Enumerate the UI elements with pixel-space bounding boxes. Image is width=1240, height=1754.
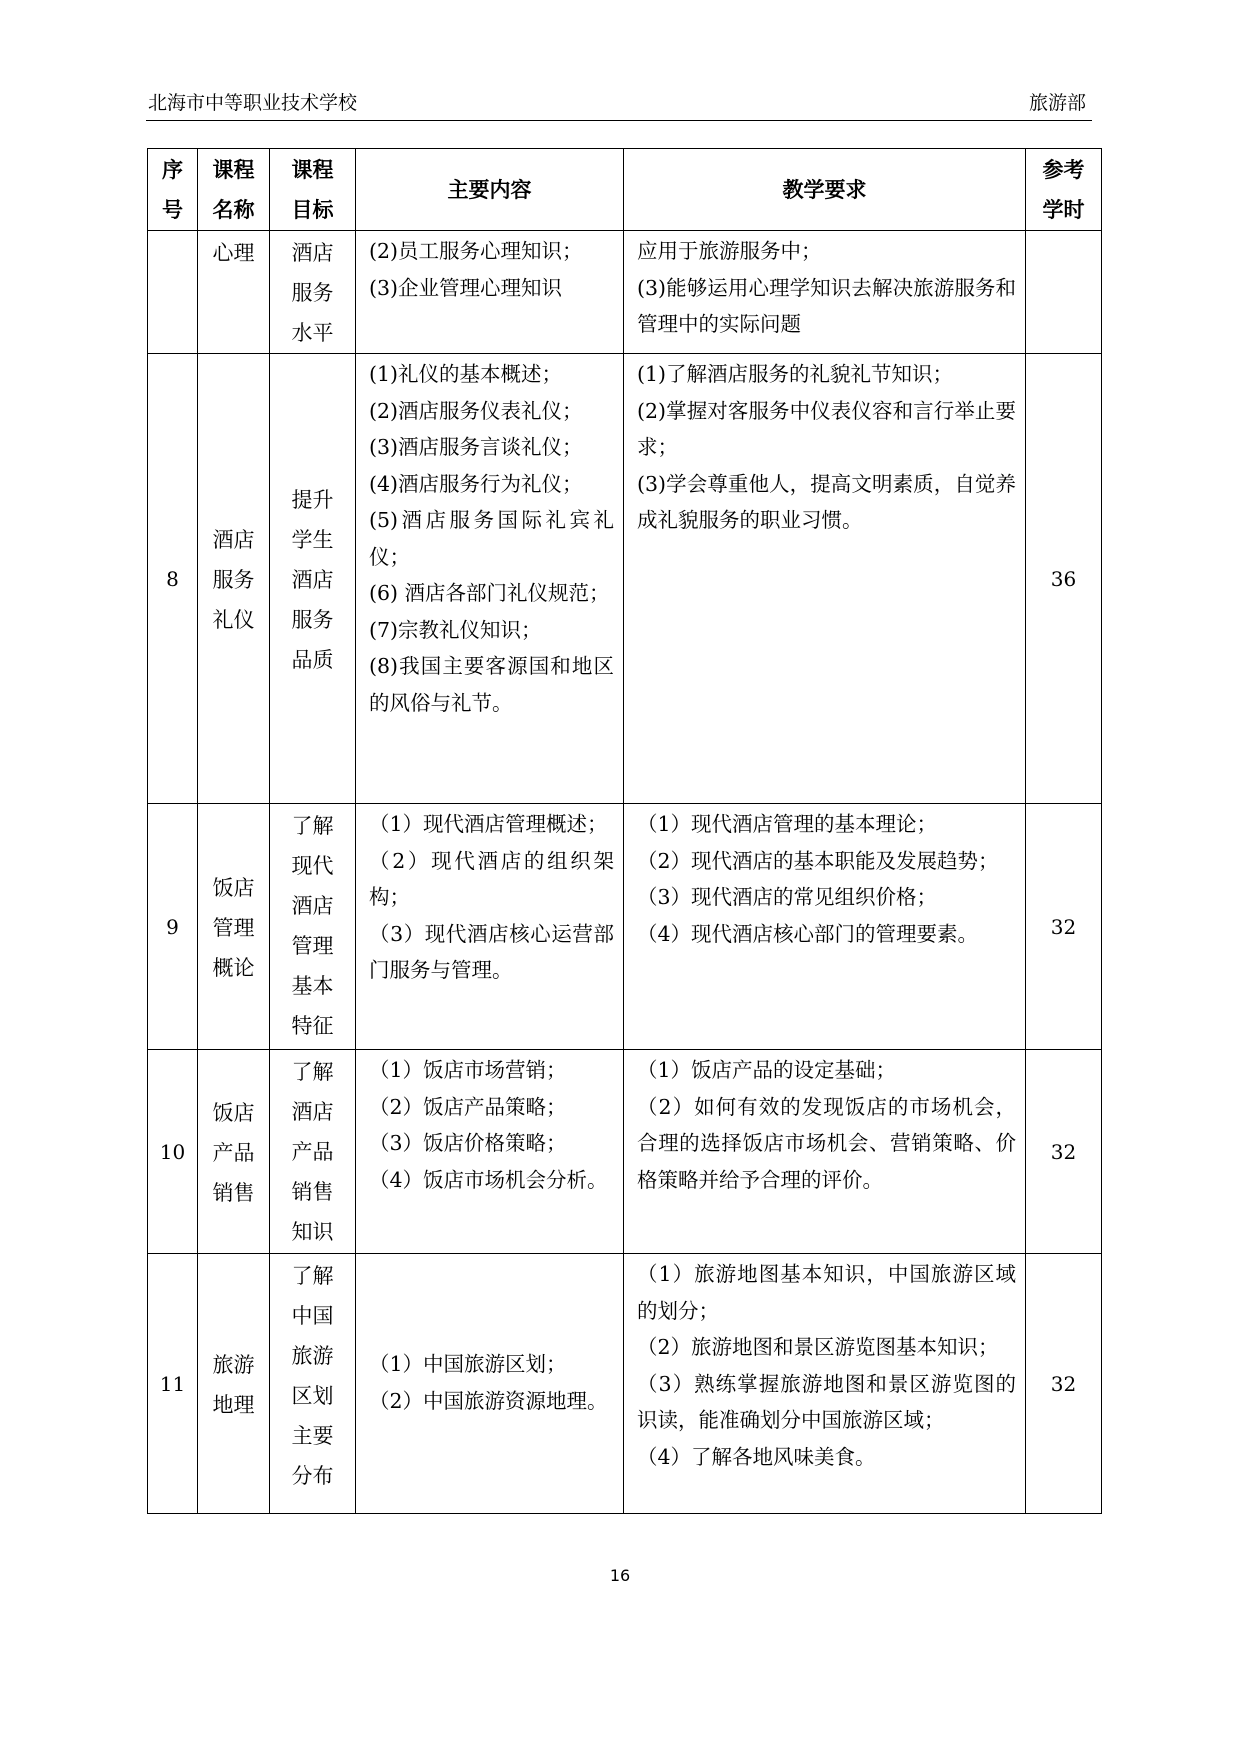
course-goal-line: 销售 — [291, 1180, 334, 1204]
course-goal-line: 了解 — [291, 1264, 334, 1288]
course-name-cell — [198, 1254, 270, 1514]
row-index: 11 — [148, 1254, 198, 1514]
header-hours: 参考 学时 — [1026, 149, 1102, 231]
content-item: (3)酒店服务言谈礼仪； — [369, 435, 583, 459]
course-name-line: 饭店 — [212, 1100, 255, 1125]
requirement-item: （2）现代酒店的基本职能及发展趋势； — [637, 848, 999, 873]
content-item: (2)酒店服务仪表礼仪； — [369, 398, 583, 423]
content-cell — [356, 354, 624, 804]
content-cell — [356, 231, 624, 354]
course-name-line: 销售 — [212, 1180, 255, 1205]
requirements-cell — [624, 231, 1026, 354]
course-goal-line: 提升 — [291, 487, 334, 512]
course-goal-line: 酒店 — [291, 567, 334, 592]
content-cell — [356, 804, 624, 1050]
header-index: 序 号 — [148, 149, 198, 231]
course-goal-line: 产品 — [291, 1140, 334, 1164]
hours-cell — [1026, 231, 1102, 354]
row-index — [148, 231, 198, 354]
content-item: (8)我国主要客源国和地区的风俗与礼节。 — [369, 654, 614, 715]
header-course-goal: 课程 目标 — [270, 149, 356, 231]
requirement-item: (3)能够运用心理学知识去解决旅游服务和管理中的实际问题 — [637, 275, 1016, 336]
hours-cell: 36 — [1026, 354, 1102, 804]
course-name-cell — [198, 804, 270, 1050]
requirement-item: （1）旅游地图基本知识，中国旅游区域的划分； — [637, 1262, 1016, 1323]
requirement-item: （2）旅游地图和景区游览图基本知识； — [637, 1335, 999, 1359]
table-row — [148, 1254, 1102, 1514]
course-goal-cell — [270, 804, 356, 1050]
requirement-item: （3）熟练掌握旅游地图和景区游览图的识读，能准确划分中国旅游区域； — [637, 1371, 1016, 1432]
content-item: (1)礼仪的基本概述； — [369, 362, 563, 386]
course-name-cell — [198, 354, 270, 804]
course-name-line: 产品 — [212, 1140, 255, 1165]
course-name-cell — [198, 231, 270, 354]
requirement-item: (3)学会尊重他人，提高文明素质，自觉养成礼貌服务的职业习惯。 — [637, 471, 1016, 532]
course-goal-line: 服务 — [291, 607, 334, 632]
course-name-line: 地理 — [212, 1392, 255, 1417]
content-item: （3）现代酒店核心运营部门服务与管理。 — [369, 921, 614, 982]
row-index: 10 — [148, 1050, 198, 1254]
content-item: (4)酒店服务行为礼仪； — [369, 471, 583, 496]
course-goal-line: 酒店 — [291, 1100, 334, 1124]
content-item: (7)宗教礼仪知识； — [369, 617, 542, 642]
table-row — [148, 354, 1102, 804]
course-goal-line: 基本 — [291, 974, 334, 998]
content-item: （3）饭店价格策略； — [369, 1131, 567, 1155]
course-goal-cell — [270, 1050, 356, 1254]
course-goal-line: 管理 — [291, 934, 334, 958]
course-name-line: 心理 — [212, 241, 255, 265]
content-item: （2）饭店产品策略； — [369, 1094, 567, 1119]
content-item: (2)员工服务心理知识； — [369, 239, 583, 263]
content-item: （1）饭店市场营销； — [369, 1058, 567, 1082]
course-goal-line: 水平 — [291, 321, 334, 345]
course-name-line: 概论 — [212, 955, 255, 980]
content-item: （2）现代酒店的组织架构； — [369, 848, 614, 909]
requirement-item: （4）现代酒店核心部门的管理要素。 — [637, 921, 979, 946]
requirement-item: （4）了解各地风味美食。 — [637, 1444, 876, 1469]
course-goal-line: 品质 — [291, 647, 334, 672]
content-item: （2）中国旅游资源地理。 — [369, 1388, 608, 1413]
course-goal-cell — [270, 1254, 356, 1514]
course-goal-line: 主要 — [291, 1424, 334, 1448]
header-content: 主要内容 — [356, 149, 624, 231]
course-goal-line: 了解 — [291, 814, 334, 838]
header-course-name: 课程 名称 — [198, 149, 270, 231]
content-cell — [356, 1050, 624, 1254]
course-goal-line: 了解 — [291, 1060, 334, 1084]
requirements-cell — [624, 1050, 1026, 1254]
content-item: (6) 酒店各部门礼仪规范； — [369, 581, 610, 605]
course-goal-line: 区划 — [291, 1384, 334, 1408]
course-goal-line: 酒店 — [291, 894, 334, 918]
content-item: （1）中国旅游区划； — [369, 1352, 567, 1376]
course-table — [147, 148, 1102, 1514]
content-item: （1）现代酒店管理概述； — [369, 812, 608, 836]
course-name-line: 服务 — [212, 567, 255, 592]
hours-cell: 32 — [1026, 1050, 1102, 1254]
row-index: 9 — [148, 804, 198, 1050]
requirement-item: (2)掌握对客服务中仪表仪容和言行举止要求； — [637, 398, 1016, 459]
requirement-item: （3）现代酒店的常见组织价格； — [637, 885, 938, 909]
course-goal-cell — [270, 231, 356, 354]
page-number: 16 — [609, 1566, 631, 1585]
hours-cell: 32 — [1026, 1254, 1102, 1514]
course-goal-line: 知识 — [291, 1220, 334, 1244]
course-name-line: 旅游 — [212, 1352, 255, 1377]
course-name-line: 酒店 — [212, 527, 255, 552]
course-goal-line: 旅游 — [291, 1344, 334, 1368]
course-goal-line: 学生 — [291, 527, 334, 552]
requirement-item: （1）现代酒店管理的基本理论； — [637, 812, 938, 836]
requirements-cell — [624, 354, 1026, 804]
course-goal-cell — [270, 354, 356, 804]
table-row — [148, 231, 1102, 354]
course-goal-line: 现代 — [291, 854, 334, 878]
course-name-line: 礼仪 — [212, 607, 255, 632]
course-goal-line: 服务 — [291, 281, 334, 305]
requirement-item: (1)了解酒店服务的礼貌礼节知识； — [637, 362, 954, 386]
requirements-cell — [624, 1254, 1026, 1514]
requirement-item: （2）如何有效的发现饭店的市场机会，合理的选择饭店市场机会、营销策略、价格策略并给予合理的评价。 — [637, 1094, 1016, 1192]
content-cell — [356, 1254, 624, 1514]
department-name: 旅游部 — [1028, 92, 1086, 114]
course-goal-line: 中国 — [291, 1304, 334, 1328]
course-goal-line: 特征 — [291, 1014, 334, 1038]
content-item: （4）饭店市场机会分析。 — [369, 1167, 608, 1192]
content-item: (3)企业管理心理知识 — [369, 275, 563, 300]
course-name-line: 管理 — [212, 915, 255, 940]
course-name-cell — [198, 1050, 270, 1254]
course-goal-line: 酒店 — [291, 241, 334, 265]
course-goal-line: 分布 — [291, 1464, 334, 1488]
hours-cell: 32 — [1026, 804, 1102, 1050]
course-name-line: 饭店 — [212, 875, 255, 900]
page-header — [146, 84, 1092, 121]
requirement-item: 应用于旅游服务中； — [637, 239, 822, 263]
table-header-row — [148, 149, 1102, 231]
school-name: 北海市中等职业技术学校 — [148, 92, 358, 114]
row-index: 8 — [148, 354, 198, 804]
table-row — [148, 1050, 1102, 1254]
content-item: (5)酒店服务国际礼宾礼仪； — [369, 508, 614, 569]
header-requirements: 教学要求 — [624, 149, 1026, 231]
requirement-item: （1）饭店产品的设定基础； — [637, 1058, 897, 1082]
requirements-cell — [624, 804, 1026, 1050]
table-row — [148, 804, 1102, 1050]
